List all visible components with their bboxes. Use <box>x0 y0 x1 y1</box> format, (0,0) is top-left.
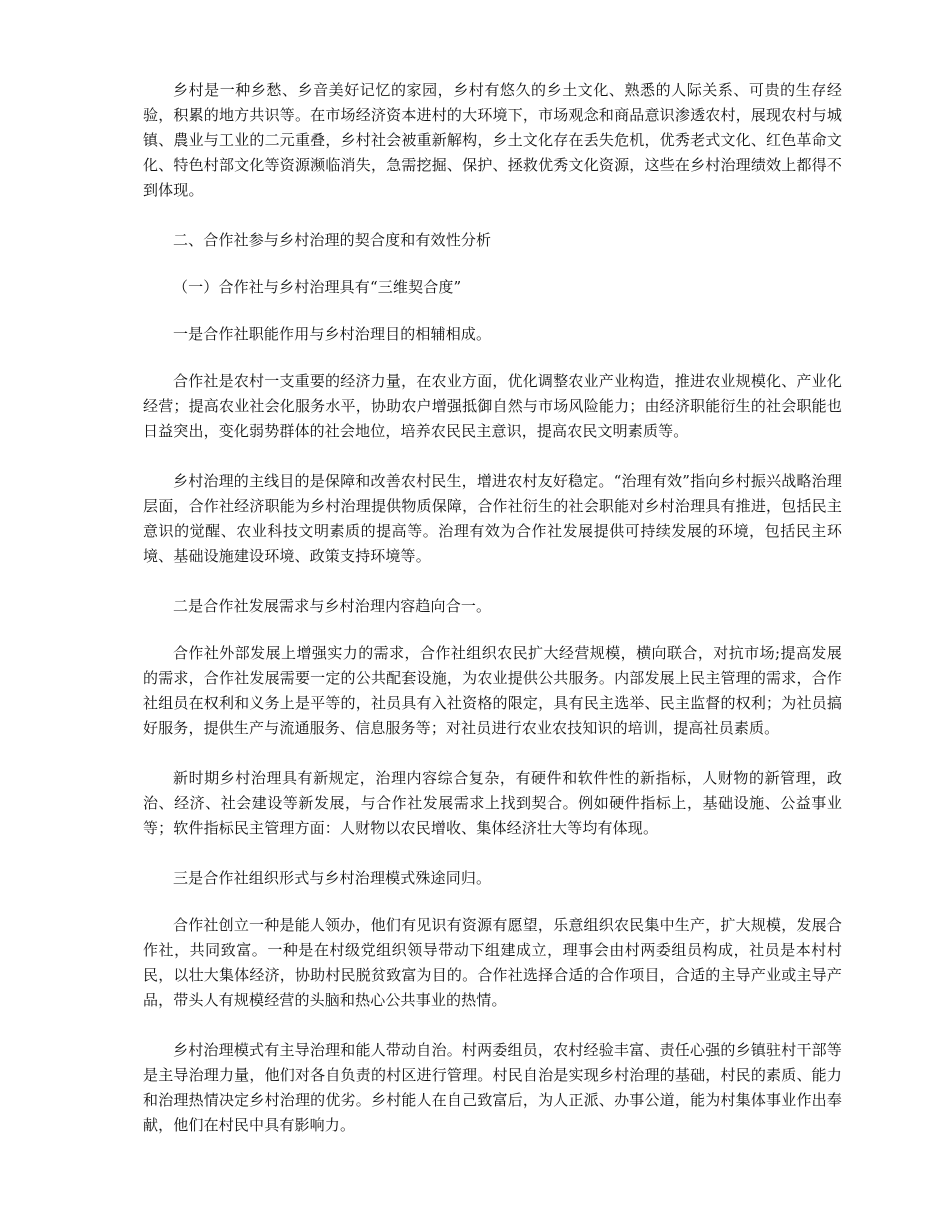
paragraph-governance-goal: 乡村治理的主线目的是保障和改善农村民生，增进农村友好稳定。“治理有效”指向乡村振兴战略治理层面，合作社经济职能为乡村治理提供物质保障，合作社衍生的社会职能对乡村治理具有推进，包括民主意识的觉醒、农业科技文明素质的提高等。治理有效为合作社发展提供可持续发展的环境，包括民主环境、基础设施建设环境、政策支持环境等。 <box>143 472 842 565</box>
paragraph-coop-functions: 合作社是农村一支重要的经济力量，在农业方面，优化调整农业产业构造，推进农业规模化、产业化经营；提高农业社会化服务水平，协助农户增强抵御自然与市场风险能力；由经济职能衍生的社会职能也日益突出，变化弱势群体的社会地位，培养农民民主意识，提高农民文明素质等。 <box>143 372 842 440</box>
point-heading-3: 三是合作社组织形式与乡村治理模式殊途同归。 <box>173 869 492 887</box>
point-heading-1: 一是合作社职能作用与乡村治理目的相辅相成。 <box>173 325 492 343</box>
section-heading-2: 二、合作社参与乡村治理的契合度和有效性分析 <box>173 231 492 249</box>
paragraph-coop-founding: 合作社创立一种是能人领办，他们有见识有资源有愿望，乐意组织农民集中生产，扩大规模，发展合作社，共同致富。一种是在村级党组织领导带动下组建成立，理事会由村两委组员构成，社员是本村村民，以壮大集体经济，协助村民脱贫致富为目的。合作社选择合适的合作项目，合适的主导产业或主导产品，带头人有规模经营的头脑和热心公共事业的热情。 <box>143 916 842 1009</box>
subsection-heading-1: （一）合作社与乡村治理具有“三维契合度” <box>173 278 462 296</box>
paragraph-new-governance: 新时期乡村治理具有新规定，治理内容综合复杂，有硬件和软件性的新指标，人财物的新管理，政治、经济、社会建设等新发展，与合作社发展需求上找到契合。例如硬件指标上，基础设施、公益事业等；软件指标民主管理方面：人财物以农民增收、集体经济壮大等均有体现。 <box>143 769 842 837</box>
paragraph-governance-model: 乡村治理模式有主导治理和能人带动自治。村两委组员，农村经验丰富、责任心强的乡镇驻村干部等是主导治理力量，他们对各自负责的村区进行管理。村民自治是实现乡村治理的基础，村民的素质、能力和治理热情决定乡村治理的优劣。乡村能人在自己致富后，为人正派、办事公道，能为村集体事业作出奉献，他们在村民中具有影响力。 <box>143 1041 842 1134</box>
paragraph-coop-needs: 合作社外部发展上增强实力的需求，合作社组织农民扩大经营规模，横向联合，对抗市场;提高发展的需求，合作社发展需要一定的公共配套设施，为农业提供公共服务。内部发展上民主管理的需求，合作社组员在权利和义务上是平等的，社员具有入社资格的限定，具有民主选举、民主监督的权利；为社员搞好服务，提供生产与流通服务、信息服务等；对社员进行农业农技知识的培训，提高社员素质。 <box>143 644 842 737</box>
paragraph-rural-culture: 乡村是一种乡愁、乡音美好记忆的家园，乡村有悠久的乡土文化、熟悉的人际关系、可贵的生存经验，积累的地方共识等。在市场经济资本进村的大环境下，市场观念和商品意识渗透农村，展现农村与城镇、農业与工业的二元重叠，乡村社会被重新解构，乡土文化存在丢失危机，优秀老式文化、红色革命文化、特色村部文化等资源濒临消失，急需挖掘、保护、拯救优秀文化资源，这些在乡村治理绩效上都得不到体现。 <box>143 81 842 199</box>
point-heading-2: 二是合作社发展需求与乡村治理内容趋向合一。 <box>173 597 492 615</box>
